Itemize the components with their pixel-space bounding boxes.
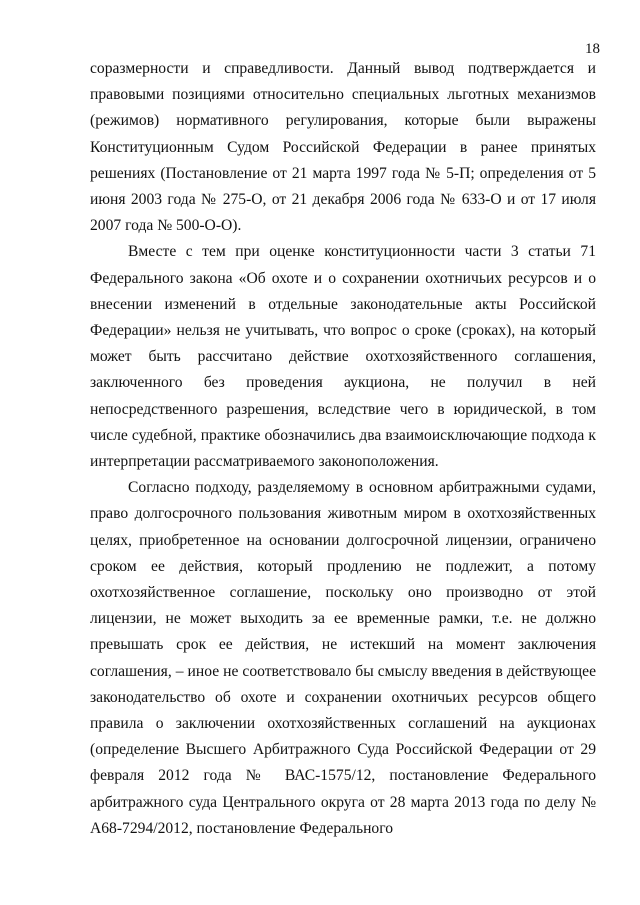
page-number: 18	[585, 41, 600, 57]
document-body	[90, 56, 596, 842]
paragraph-constitutionality-assessment: Вместе с тем при оценке конституционности части 3 статьи 71 Федерального закона «Об охоте и о сохранении охотничьих ресурсов и о внесении изменений в отдельные законодательные акты Российской Федерации» нельзя не учитывать, что вопрос о сроке (сроках), на который может быть рассчитано действие охотхозяйственного соглашения, заключенного без проведения аукциона, не получил в ней непосредственного разрешения, вследствие чего в юридической, в том числе судебной, практике обозначились два взаимоисключающие подхода к интерпретации рассматриваемого законоположения.	[90, 243, 596, 471]
paragraph-arbitration-approach: Согласно подходу, разделяемому в основном арбитражными судами, право долгосрочного пользования животным миром в охотхозяйственных целях, приобретенное на основании долгосрочной лицензии, ограничено сроком ее действия, который продлению не подлежит, а потому охотхозяйственное соглашение, поскольку оно производно от этой лицензии, не может выходить за ее временные рамки, т.е. не должно превышать срок ее действия, не истекший на момент заключения соглашения, – иное не соответствовало бы смыслу введения в действующее законодательство об охоте и сохранении охотничьих ресурсов общего правила о заключении охотхозяйственных соглашений на аукционах (определение Высшего Арбитражного Суда Российской Федерации от 29 февраля 2012 года № ВАС-1575/12, постановление Федерального арбитражного суда Центрального округа от 28 марта 2013 года по делу № А68-7294/2012, постановление Федерального	[90, 479, 596, 837]
paragraph-continuation: соразмерности и справедливости. Данный вывод подтверждается и правовыми позициями относительно специальных льготных механизмов (режимов) нормативного регулирования, которые были выражены Конституционным Судом Российской Федерации в ранее принятых решениях (Постановление от 21 марта 1997 года № 5-П; определения от 5 июня 2003 года № 275-О, от 21 декабря 2006 года № 633-О и от 17 июля 2007 года № 500-О-О).	[90, 60, 596, 235]
